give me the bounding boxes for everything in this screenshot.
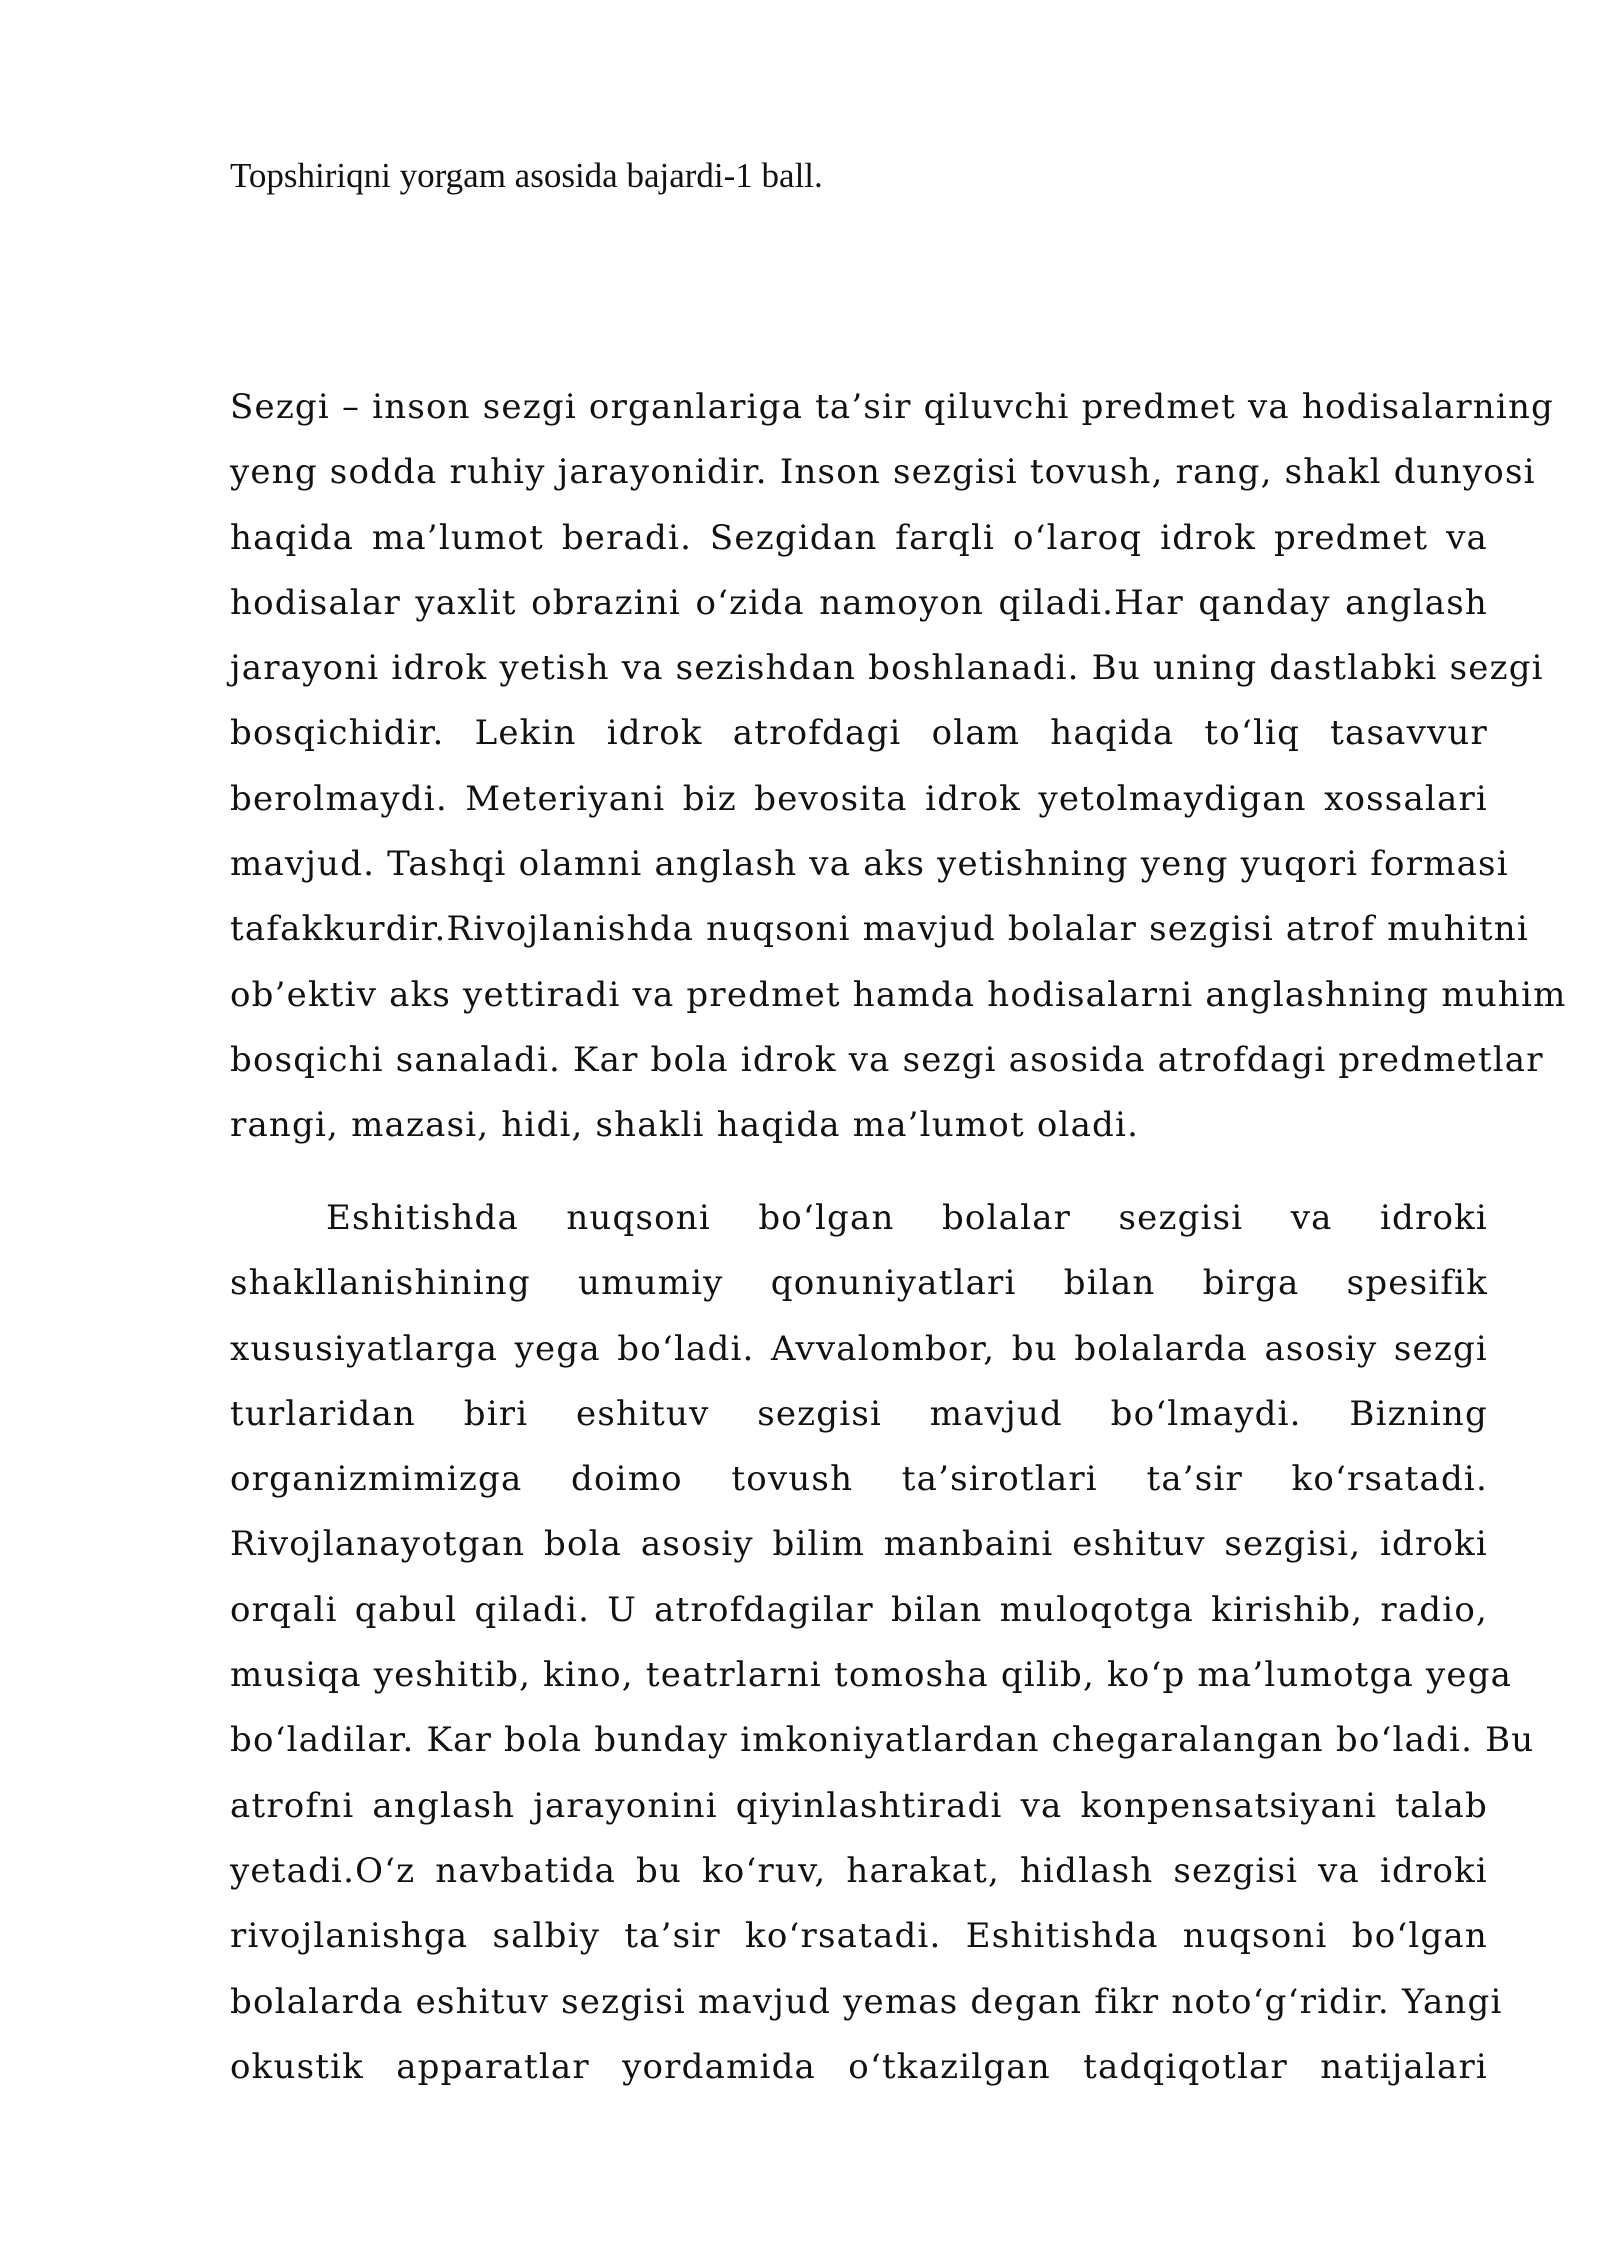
task-note: Topshiriqni yorgam asosida bajardi-1 ball. [230,156,823,195]
text-line: tafakkurdir.Rivojlanishda nuqsoni mavjud bolalar sezgisi atrof muhitni [230,909,1529,950]
text-line: xususiyatlarga yega bo‘ladi. Avvalombor, bu bolalarda asosiy sezgi [230,1328,1488,1369]
text-line: jarayoni idrok yetish va sezishdan boshlanadi. Bu uning dastlabki sezgi [230,648,1544,689]
text-line: organizmimizga doimo tovush ta’sirotlari ta’sir ko‘rsatadi. [230,1459,1488,1500]
paragraph-2 [230,1186,1535,2100]
text-line: bosqichidir. Lekin idrok atrofdagi olam haqida to‘liq tasavvur [230,713,1488,754]
text-line: rangi, mazasi, hidi, shakli haqida ma’lumot oladi. [230,1105,1140,1146]
text-line: haqida ma’lumot beradi. Sezgidan farqli o‘laroq idrok predmet va [230,517,1488,558]
text-line: turlaridan biri eshituv sezgisi mavjud bo‘lmaydi. Bizning [230,1393,1488,1434]
text-line: musiqa yeshitib, kino, teatrlarni tomosha qilib, ko‘p ma’lumotga yega [230,1655,1513,1696]
text-line: bo‘ladilar. Kar bola bunday imkoniyatlardan chegaralangan bo‘ladi. Bu [230,1720,1535,1761]
text-line: Eshitishda nuqsoni bo‘lgan bolalar sezgisi va idroki [326,1198,1488,1238]
text-line: rivojlanishga salbiy ta’sir ko‘rsatadi. Eshitishda nuqsoni bo‘lgan [230,1916,1488,1957]
text-line: bolalarda eshituv sezgisi mavjud yemas degan fikr noto‘g‘ridir. Yangi [230,1981,1503,2022]
text-line: bosqichi sanaladi. Kar bola idrok va sezgi asosida atrofdagi predmetlar [230,1039,1544,1080]
text-line: orqali qabul qiladi. U atrofdagilar bilan muloqotga kirishib, radio, [230,1589,1488,1630]
paragraph-1 [230,375,1567,1159]
text-line: Rivojlanayotgan bola asosiy bilim manbaini eshituv sezgisi, idroki [230,1524,1488,1565]
text-line: shakllanishining umumiy qonuniyatlari bilan birga spesifik [230,1263,1488,1304]
text-line: okustik apparatlar yordamida o‘tkazilgan tadqiqotlar natijalari [230,2046,1488,2087]
text-line: yeng sodda ruhiy jarayonidir. Inson sezgisi tovush, rang, shakl dunyosi [230,452,1536,493]
text-line: mavjud. Tashqi olamni anglash va aks yetishning yeng yuqori formasi [230,844,1509,885]
text-line: hodisalar yaxlit obrazini o‘zida namoyon qiladi.Har qanday anglash [230,582,1488,623]
text-line: atrofni anglash jarayonini qiyinlashtiradi va konpensatsiyani talab [230,1785,1488,1826]
text-line: Sezgi – inson sezgi organlariga ta’sir qiluvchi predmet va hodisalarning [230,387,1555,427]
text-line: berolmaydi. Meteriyani biz bevosita idrok yetolmaydigan xossalari [230,778,1488,819]
text-line: ob’ektiv aks yettiradi va predmet hamda hodisalarni anglashning muhim [230,974,1567,1015]
text-line: yetadi.O‘z navbatida bu ko‘ruv, harakat, hidlash sezgisi va idroki [230,1850,1488,1891]
